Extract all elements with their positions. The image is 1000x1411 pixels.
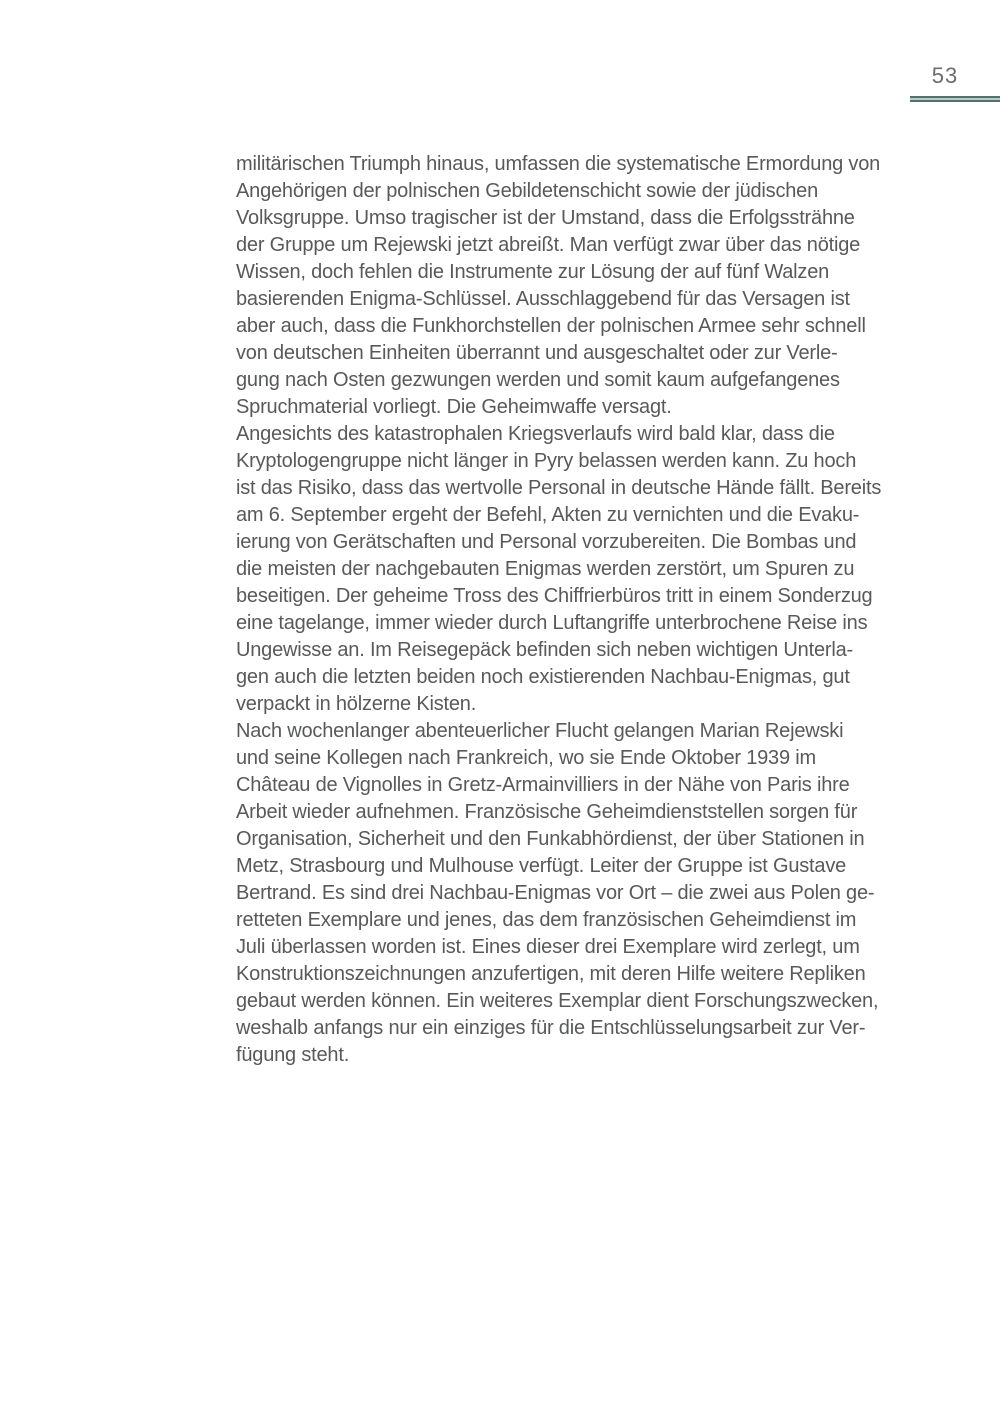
text-line: fügung steht. [236,1044,350,1066]
text-line: Nach wochenlanger abenteuerlicher Flucht gelangen Marian Rejewski [236,720,844,742]
text-line: Wissen, doch fehlen die Instrumente zur Lösung der auf fünf Walzen [236,261,830,283]
text-line: basierenden Enigma-Schlüssel. Ausschlaggebend für das Versagen ist [236,288,850,310]
paragraph [236,151,900,421]
text-line: beseitigen. Der geheime Tross des Chiffrierbüros tritt in einem Sonderzug [236,585,873,607]
text-line: Organisation, Sicherheit und den Funkabhördienst, der über Stationen in [236,828,865,850]
text-line: von deutschen Einheiten überrannt und ausgeschaltet oder zur Verle- [236,342,838,364]
text-line: Volksgruppe. Umso tragischer ist der Umstand, dass die Erfolgssträhne [236,207,855,229]
text-line: aber auch, dass die Funkhorchstellen der polnischen Armee sehr schnell [236,315,866,337]
text-line: Angehörigen der polnischen Gebildetenschicht sowie der jüdischen [236,180,819,202]
text-line: und seine Kollegen nach Frankreich, wo sie Ende Oktober 1939 im [236,747,816,769]
text-line: am 6. September ergeht der Befehl, Akten zu vernichten und die Evaku- [236,504,860,526]
text-line: ist das Risiko, dass das wertvolle Personal in deutsche Hände fällt. Bereits [236,477,882,499]
paragraph [236,718,900,1069]
text-line: verpackt in hölzerne Kisten. [236,693,477,715]
text-line: Konstruktionszeichnungen anzufertigen, mit deren Hilfe weitere Repliken [236,963,866,985]
text-line: ierung von Gerätschaften und Personal vorzubereiten. Die Bombas und [236,531,857,553]
header-rule [910,96,1000,102]
text-line: retteten Exemplare und jenes, das dem französischen Geheimdienst im [236,909,857,931]
text-line: gung nach Osten gezwungen werden und somit kaum aufgefangenes [236,369,840,391]
text-line: weshalb anfangs nur ein einziges für die Entschlüsselungsarbeit zur Ver- [236,1017,866,1039]
text-line: Arbeit wieder aufnehmen. Französische Geheimdienststellen sorgen für [236,801,858,823]
text-line: gebaut werden können. Ein weiteres Exemplar dient Forschungszwecken, [236,990,879,1012]
text-line: Bertrand. Es sind drei Nachbau-Enigmas vor Ort – die zwei aus Polen ge- [236,882,875,904]
text-line: Juli überlassen worden ist. Eines dieser drei Exemplare wird zerlegt, um [236,936,860,958]
text-line: Angesichts des katastrophalen Kriegsverlaufs wird bald klar, dass die [236,423,835,445]
body-text [236,151,900,1069]
text-line: die meisten der nachgebauten Enigmas werden zerstört, um Spuren zu [236,558,855,580]
text-line: militärischen Triumph hinaus, umfassen die systematische Ermordung von [236,153,881,175]
text-line: Metz, Strasbourg und Mulhouse verfügt. Leiter der Gruppe ist Gustave [236,855,847,877]
text-line: Château de Vignolles in Gretz-Armainvilliers in der Nähe von Paris ihre [236,774,850,796]
text-line: Kryptologengruppe nicht länger in Pyry belassen werden kann. Zu hoch [236,450,857,472]
text-line: Ungewisse an. Im Reisegepäck befinden sich neben wichtigen Unterla- [236,639,853,661]
paragraph [236,421,900,718]
text-line: der Gruppe um Rejewski jetzt abreißt. Man verfügt zwar über das nötige [236,234,861,256]
page-number: 53 [931,63,959,88]
text-line: eine tagelange, immer wieder durch Luftangriffe unterbrochene Reise ins [236,612,868,634]
text-line: gen auch die letzten beiden noch existierenden Nachbau-Enigmas, gut [236,666,850,688]
text-line: Spruchmaterial vorliegt. Die Geheimwaffe versagt. [236,396,672,418]
